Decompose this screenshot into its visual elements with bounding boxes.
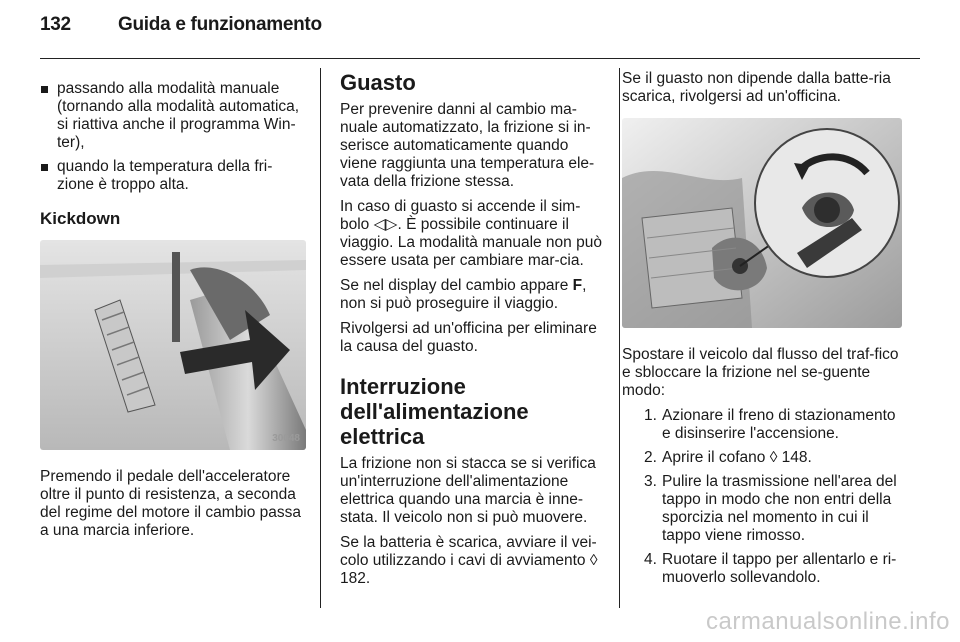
interruzione-heading: Interruzione dell'alimentazione elettrica (340, 374, 529, 449)
kickdown-paragraph: Premendo il pedale dell'acceleratore oltre il punto di resistenza, a seconda del regime del motore il cambio passa a una marcia inferiore. (40, 468, 302, 539)
kickdown-heading: Kickdown (40, 209, 121, 228)
interruzione-paragraph-1: La frizione non si stacca se si verifica un'interruzione dell'alimentazione elettrica quando una marcia è inne-stata. Il veicolo non si può muovere. (340, 455, 596, 526)
kickdown-illustration (40, 240, 306, 450)
bullet-item: quando la temperatura della fri-zione è troppo alta. (40, 158, 306, 194)
step-item: 2. Aprire il cofano ◊ 148. (644, 449, 812, 466)
step-item: 1. Azionare il freno di stazionamento e disinserire l'accensione. (644, 407, 896, 442)
column-divider-2 (619, 68, 620, 608)
step-item: 3. Pulire la trasmissione nell'area del tappo in modo che non entri della sporcizia nel momento in cui il tappo viene rimosso. (644, 473, 897, 544)
page-title: Guida e funzionamento (118, 14, 322, 35)
interruzione-paragraph-2: Se la batteria è scarica, avviare il vei-colo utilizzando i cavi di avviamento ◊ 182. (340, 534, 598, 587)
transmission-cap-illustration (622, 118, 902, 328)
watermark: carmanualsonline.info (706, 608, 950, 635)
officina-paragraph: Se il guasto non dipende dalla batte-ria scarica, rivolgersi ad un'officina. (622, 70, 891, 105)
guasto-paragraph-1: Per prevenire danni al cambio ma-nuale automatizzato, la frizione si in-serisce automaticamente quando viene raggiunta una temperatura ele-vata della frizione stessa. (340, 101, 595, 190)
bullet-item: passando alla modalità manuale (tornando alla modalità automatica, si riattiva anche il programma Win-ter), (40, 80, 306, 152)
column-1 (40, 70, 306, 547)
guasto-heading: Guasto (340, 70, 416, 95)
steps-list (622, 407, 902, 587)
header-rule (40, 58, 920, 59)
page-header (40, 14, 322, 36)
guasto-paragraph-3: Se nel display del cambio appare F, non si può proseguire il viaggio. (340, 277, 587, 312)
figure-number: 30048 (272, 433, 300, 444)
column-divider-1 (320, 68, 321, 608)
column-2 (340, 70, 604, 595)
step-item: 4. Ruotare il tappo per allentarlo e ri-muoverlo sollevandolo. (644, 551, 897, 586)
page-number: 132 (40, 14, 71, 35)
column-3 (622, 70, 902, 593)
guasto-paragraph-2: In caso di guasto si accende il sim-bolo ◁▷. È possibile continuare il viaggio. La modalità manuale non può essere usata per cambiare mar-cia. (340, 198, 602, 269)
spostare-paragraph: Spostare il veicolo dal flusso del traf-fico e sbloccare la frizione nel se-guente modo: (622, 346, 899, 399)
display-f-symbol: F (572, 277, 583, 294)
bullet-list (40, 80, 306, 194)
guasto-paragraph-4: Rivolgersi ad un'officina per eliminare la causa del guasto. (340, 320, 597, 355)
